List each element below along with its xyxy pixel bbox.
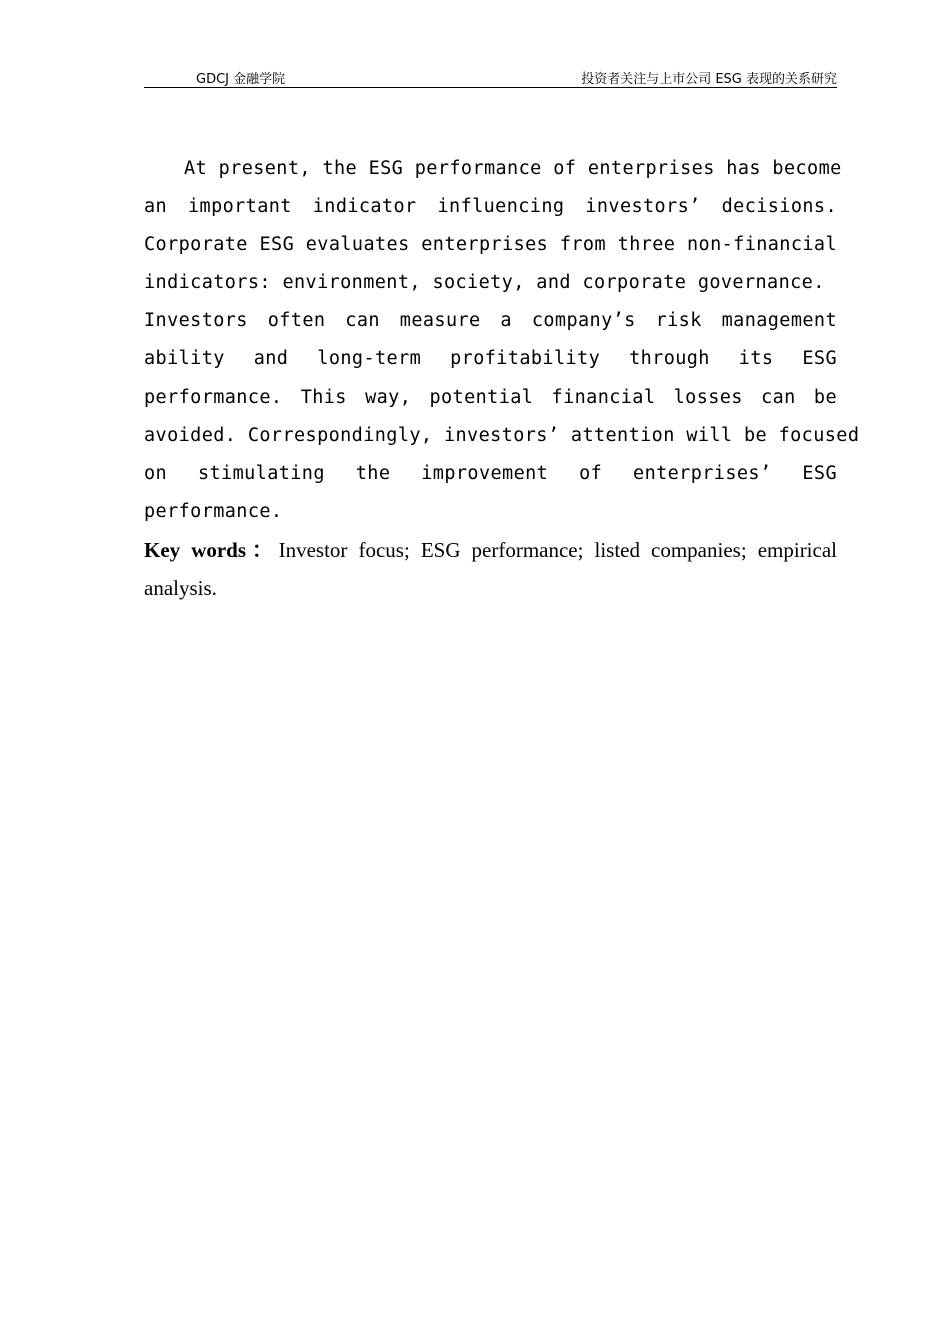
keywords-line-2: analysis. [144,575,217,600]
abstract-line: performance. This way, potential financial losses can be [144,386,837,408]
abstract-line: an important indicator influencing investors’ decisions. [144,196,837,218]
page-header [144,68,837,88]
abstract-line: Investors often can measure a company’s risk management [144,310,837,332]
keywords-label: Key words： [144,537,279,562]
abstract-line: on stimulating the improvement of enterprises’ ESG [144,462,837,484]
keywords-paragraph [144,531,837,607]
abstract-body [144,150,860,607]
abstract-line: performance. [144,500,283,522]
abstract-line: Corporate ESG evaluates enterprises from three non-financial [144,234,837,256]
abstract-line: indicators: environment, society, and corporate governance. [144,272,825,294]
abstract-paragraph [144,150,860,531]
abstract-line: ability and long-term profitability through its ESG [144,348,837,370]
abstract-line: At present, the ESG performance of enterprises has become [184,158,842,179]
abstract-line: avoided. Correspondingly, investors’ attention will be focused [144,424,860,446]
keywords-text: Investor focus; ESG performance; listed companies; empirical [278,537,837,562]
keywords-line [144,531,837,569]
header-institution: GDCJ 金融学院 [196,72,286,87]
header-thesis-title: 投资者关注与上市公司 ESG 表现的关系研究 [581,72,837,87]
